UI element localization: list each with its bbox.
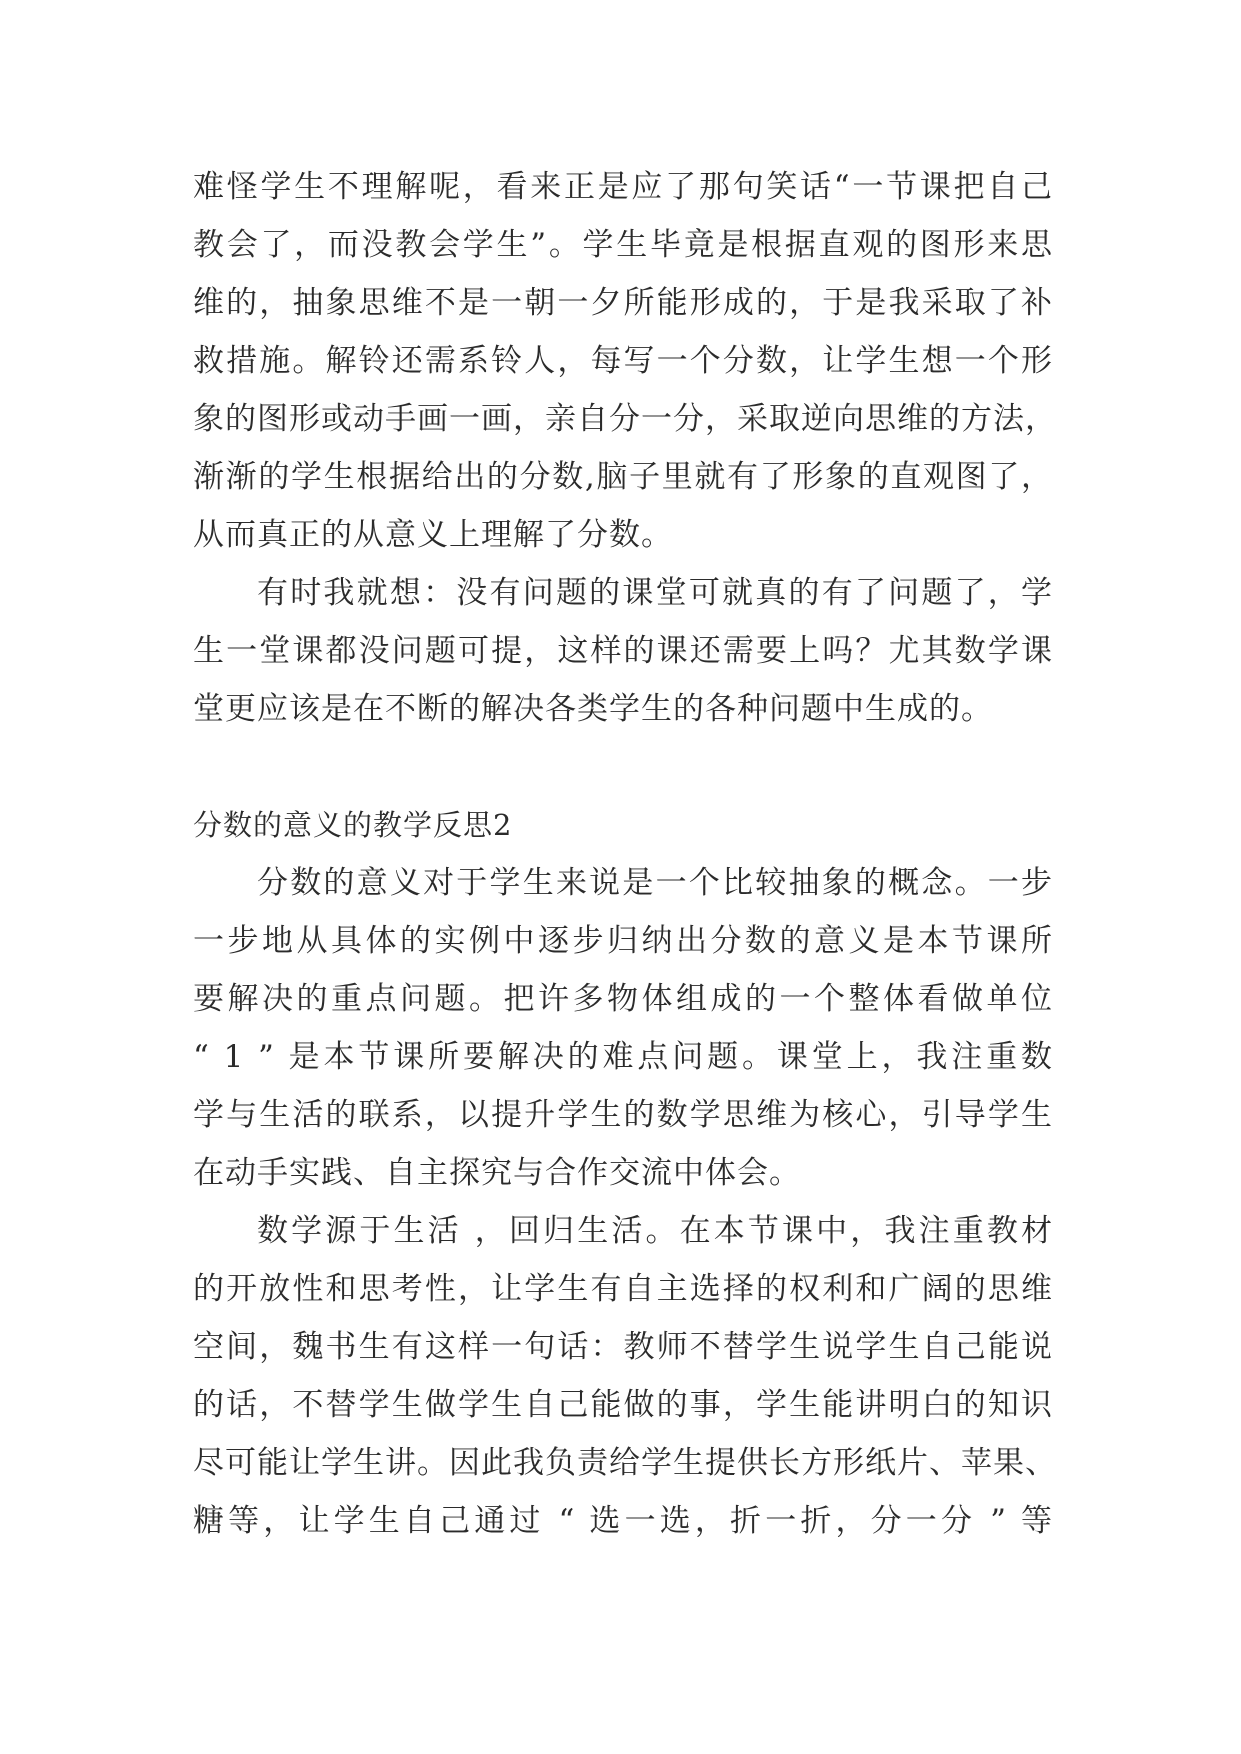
text-line: 在动手实践、自主探究与合作交流中体会。 bbox=[193, 1155, 801, 1191]
section-heading: 分数的意义的教学反思2 bbox=[193, 808, 513, 842]
text-line: 有时我就想：没有问题的课堂可就真的有了问题了，学 bbox=[257, 575, 1053, 611]
text-line: 数学源于生活 ，回归生活。在本节课中，我注重教材 bbox=[257, 1213, 1053, 1249]
text-line: 学与生活的联系，以提升学生的数学思维为核心，引导学生 bbox=[193, 1097, 1053, 1133]
text-line: 渐渐的学生根据给出的分数,脑子里就有了形象的直观图了， bbox=[193, 459, 1053, 495]
paragraph-3 bbox=[193, 854, 1053, 1202]
text-line: 救措施。解铃还需系铃人，每写一个分数，让学生想一个形 bbox=[193, 343, 1053, 379]
text-line: 维的，抽象思维不是一朝一夕所能形成的，于是我采取了补 bbox=[193, 285, 1053, 321]
text-line: 要解决的重点问题。把许多物体组成的一个整体看做单位 bbox=[193, 981, 1053, 1017]
text-line: 尽可能让学生讲。因此我负责给学生提供长方形纸片、苹果、 bbox=[193, 1445, 1057, 1481]
text-line: 的话，不替学生做学生自己能做的事，学生能讲明白的知识 bbox=[193, 1387, 1053, 1423]
paragraph-spacer bbox=[193, 738, 1053, 796]
paragraph-1 bbox=[193, 158, 1057, 564]
text-line: 堂更应该是在不断的解决各类学生的各种问题中生成的。 bbox=[193, 691, 993, 727]
text-line: 分数的意义对于学生来说是一个比较抽象的概念。一步 bbox=[257, 865, 1053, 901]
text-line: 生一堂课都没问题可提，这样的课还需要上吗？尤其数学课 bbox=[193, 633, 1053, 669]
text-line: 一步地从具体的实例中逐步归纳出分数的意义是本节课所 bbox=[193, 923, 1053, 959]
text-line: “ 1 ” 是本节课所要解决的难点问题。课堂上，我注重数 bbox=[193, 1039, 1053, 1075]
text-line: 象的图形或动手画一画，亲自分一分，采取逆向思维的方法， bbox=[193, 401, 1057, 437]
text-line: 从而真正的从意义上理解了分数。 bbox=[193, 517, 673, 553]
text-line: 难怪学生不理解呢，看来正是应了那句笑话“一节课把自己 bbox=[193, 169, 1053, 205]
text-line: 空间，魏书生有这样一句话：教师不替学生说学生自己能说 bbox=[193, 1329, 1053, 1365]
paragraph-2 bbox=[193, 564, 1053, 738]
text-line: 教会了，而没教会学生”。学生毕竟是根据直观的图形来思 bbox=[193, 227, 1053, 263]
document-body bbox=[193, 158, 1057, 1550]
text-line: 糖等，让学生自己通过 “ 选一选，折一折，分一分 ” 等 bbox=[193, 1503, 1053, 1539]
paragraph-4 bbox=[193, 1202, 1057, 1550]
text-line: 的开放性和思考性，让学生有自主选择的权利和广阔的思维 bbox=[193, 1271, 1053, 1307]
